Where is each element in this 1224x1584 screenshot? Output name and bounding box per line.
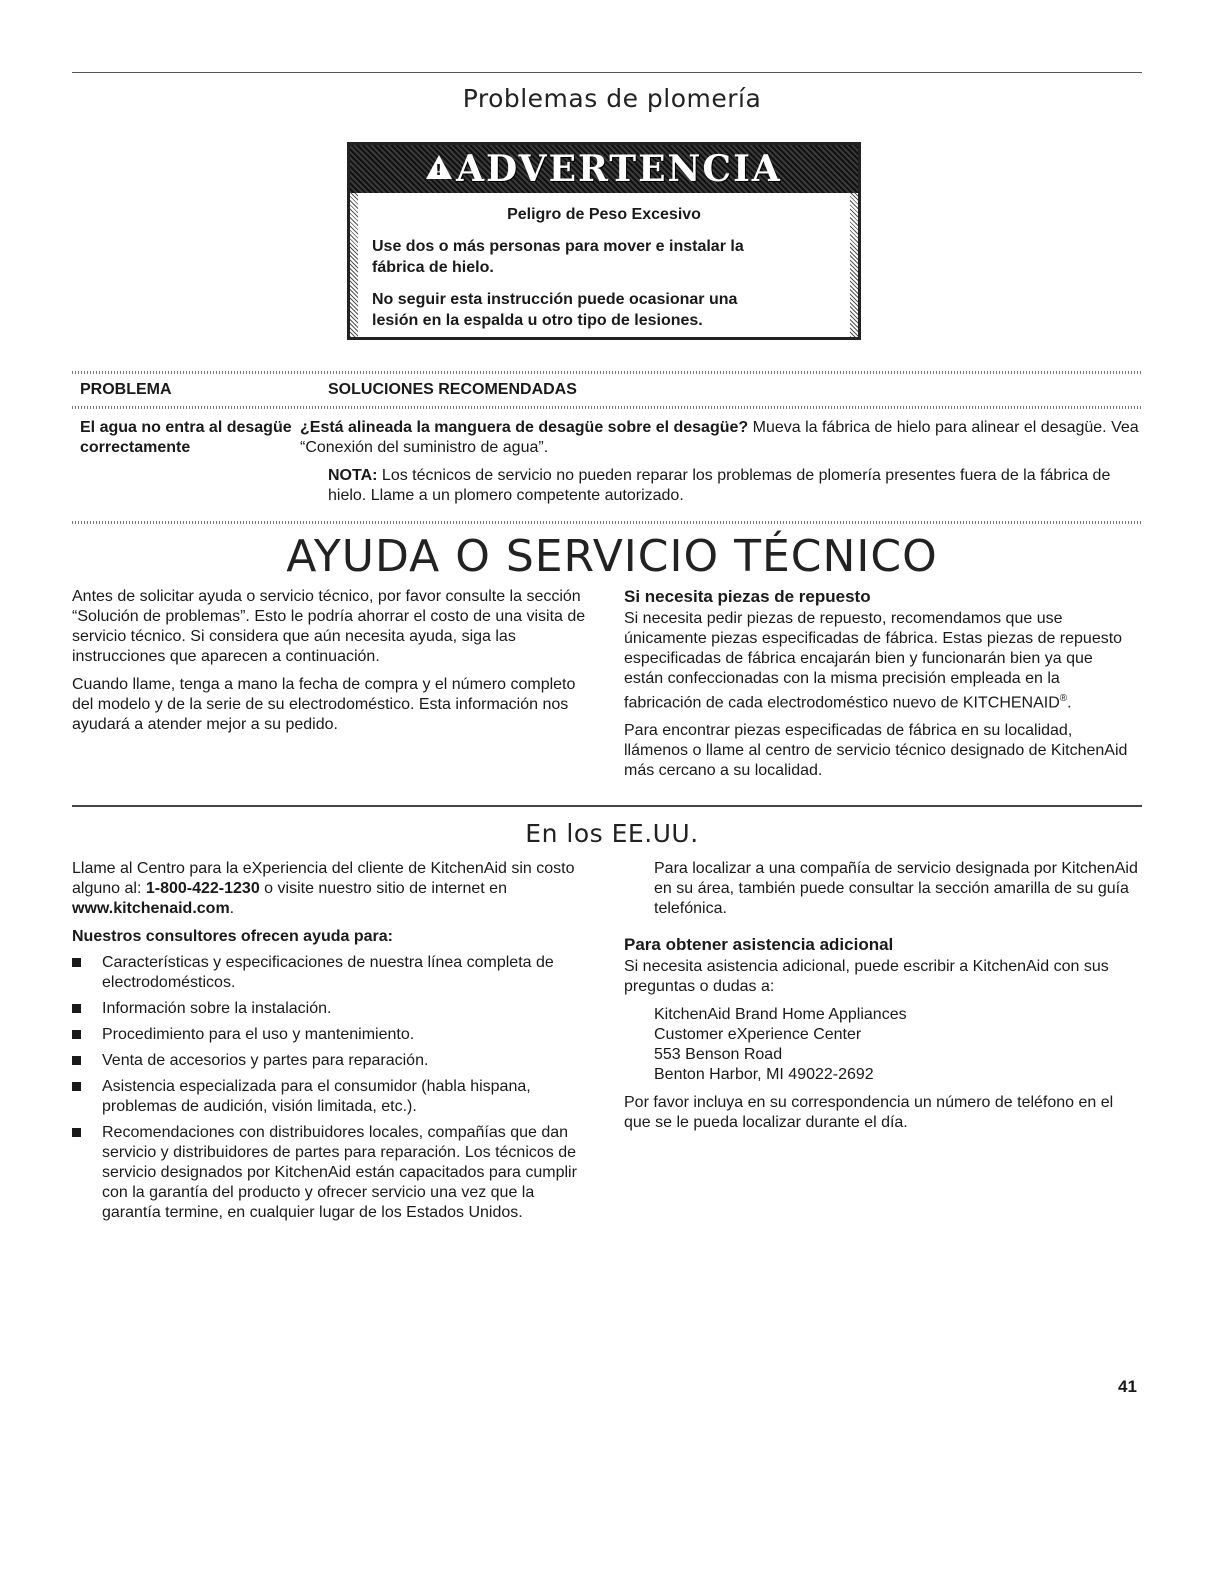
warning-header xyxy=(350,145,858,193)
usa-title: En los EE.UU. xyxy=(525,819,699,848)
help-title: AYUDA O SERVICIO TÉCNICO xyxy=(286,531,938,582)
help-bottom-rule xyxy=(72,805,1142,807)
table-top-rule xyxy=(72,371,1142,374)
usa-call-c: . xyxy=(229,900,235,917)
help-right-column xyxy=(624,587,1136,789)
parts-p1-text: Si necesita pedir piezas de repuesto, recomendamos que use únicamente piezas especificadas de fábrica. Estas piezas de repuesto especificadas de fábrica encajarán bien y funcionarán bien ya que están confeccionadas con la misma precisión empleada en la fabricación de cada electrodoméstico nuevo de KITCHENAID xyxy=(624,610,1123,712)
list-item xyxy=(72,953,592,993)
parts-heading: Si necesita piezas de repuesto xyxy=(624,587,871,606)
mailing-address xyxy=(624,1005,1139,1085)
usa-call-a: Llame al Centro para la eXperiencia del cliente de KitchenAid sin costo alguno al: xyxy=(72,860,575,897)
square-bullet-icon xyxy=(72,958,81,967)
phone-number: 1-800-422-1230 xyxy=(145,880,260,897)
assist-paragraph: Si necesita asistencia adicional, puede escribir a KitchenAid con sus preguntas o dudas a: xyxy=(624,958,1109,995)
square-bullet-icon xyxy=(72,1030,81,1039)
list-item xyxy=(72,1025,592,1045)
address-line: Benton Harbor, MI 49022-2692 xyxy=(654,1066,874,1083)
table-header-solutions: SOLUCIONES RECOMENDADAS xyxy=(328,381,577,398)
square-bullet-icon xyxy=(72,1128,81,1137)
address-line: KitchenAid Brand Home Appliances xyxy=(654,1006,907,1023)
closing-paragraph: Por favor incluya en su correspondencia un número de teléfono en el que se le pueda localizar durante el día. xyxy=(624,1094,1114,1131)
address-line: Customer eXperience Center xyxy=(654,1026,862,1043)
parts-p1-end: . xyxy=(1067,694,1072,712)
note-text: Los técnicos de servicio no pueden reparar los problemas de plomería presentes fuera de la fábrica de hielo. Llame a un plomero competente autorizado. xyxy=(328,467,1111,504)
list-item-text: Información sobre la instalación. xyxy=(102,1000,332,1017)
warning-subtitle: Peligro de Peso Excesivo xyxy=(507,206,701,223)
warning-line-2: No seguir esta instrucción puede ocasionar una lesión en la espalda u otro tipo de lesiones. xyxy=(372,291,738,329)
solution-question: ¿Está alineada la manguera de desagüe sobre el desagüe? xyxy=(300,419,749,436)
usa-right-column xyxy=(624,859,1139,1141)
list-item xyxy=(72,999,592,1019)
list-item-text: Venta de accesorios y partes para reparación. xyxy=(102,1052,429,1069)
square-bullet-icon xyxy=(72,1082,81,1091)
square-bullet-icon xyxy=(72,1004,81,1013)
list-item-text: Características y especificaciones de nuestra línea completa de electrodomésticos. xyxy=(102,954,554,991)
table-header-rule xyxy=(72,406,1142,409)
list-item xyxy=(72,1077,592,1117)
solution-question-paragraph xyxy=(300,418,1140,458)
warning-header-text: ADVERTENCIA xyxy=(456,148,782,190)
list-item xyxy=(72,1123,592,1223)
note-label: NOTA: xyxy=(328,467,378,484)
table-solution-cell xyxy=(300,418,1140,514)
help-intro-p2: Cuando llame, tenga a mano la fecha de compra y el número completo del modelo y de la serie de su electrodoméstico. Esta información nos ayudará a atender mejor a su pedido. xyxy=(72,676,576,733)
consultants-heading: Nuestros consultores ofrecen ayuda para: xyxy=(72,928,393,945)
page-number: 41 xyxy=(1118,1377,1137,1396)
assist-heading: Para obtener asistencia adicional xyxy=(624,935,894,954)
table-bottom-rule xyxy=(72,521,1142,524)
usa-left-column xyxy=(72,859,592,1229)
locate-paragraph: Para localizar a una compañía de servicio designada por KitchenAid en su área, también puede consultar la sección amarilla de su guía telefónica. xyxy=(654,860,1138,917)
parts-p1 xyxy=(624,609,1136,713)
help-left-column xyxy=(72,587,587,743)
square-bullet-icon xyxy=(72,1056,81,1065)
solution-note-paragraph xyxy=(300,466,1140,506)
usa-call-paragraph xyxy=(72,859,592,919)
usa-call-b: o visite nuestro sitio de internet en xyxy=(259,880,507,897)
address-line: 553 Benson Road xyxy=(654,1046,783,1063)
website-link[interactable]: www.kitchenaid.com xyxy=(72,900,230,917)
list-item xyxy=(72,1051,592,1071)
table-problem-cell: El agua no entra al desagüe correctamente xyxy=(80,419,292,456)
solution-answer: Mueva la fábrica de hielo para alinear el desagüe. Vea “Conexión del suministro de agua”. xyxy=(300,419,1139,456)
warning-line-1: Use dos o más personas para mover e instalar la fábrica de hielo. xyxy=(372,238,744,276)
list-item-text: Recomendaciones con distribuidores locales, compañías que dan servicio y distribuidores de partes para reparación. Los técnicos de servicio designados por KitchenAid están capacitados para cumplir con la garantía del producto y ofrecer servicio una vez que la garantía termine, en cualquier lugar de los Estados Unidos. xyxy=(102,1124,577,1221)
help-intro-p1: Antes de solicitar ayuda o servicio técnico, por favor consulte la sección “Solución de problemas”. Esto le podría ahorrar el costo de una visita de servicio técnico. Si considera que aún necesita ayuda, siga las instrucciones que aparecen a continuación. xyxy=(72,588,586,665)
top-rule xyxy=(72,72,1142,73)
consultants-list xyxy=(72,953,592,1223)
table-header-problem: PROBLEMA xyxy=(80,381,172,398)
list-item-text: Asistencia especializada para el consumidor (habla hispana, problemas de audición, visión limitada, etc.). xyxy=(102,1078,531,1115)
plumbing-title: Problemas de plomería xyxy=(462,84,762,113)
warning-triangle-icon xyxy=(426,155,452,179)
list-item-text: Procedimiento para el uso y mantenimiento. xyxy=(102,1026,415,1043)
registered-mark: ® xyxy=(1059,693,1068,704)
parts-p2: Para encontrar piezas especificadas de fábrica en su localidad, llámenos o llame al centro de servicio técnico designado de KitchenAid más cercano a su localidad. xyxy=(624,722,1128,780)
warning-box xyxy=(347,142,861,340)
